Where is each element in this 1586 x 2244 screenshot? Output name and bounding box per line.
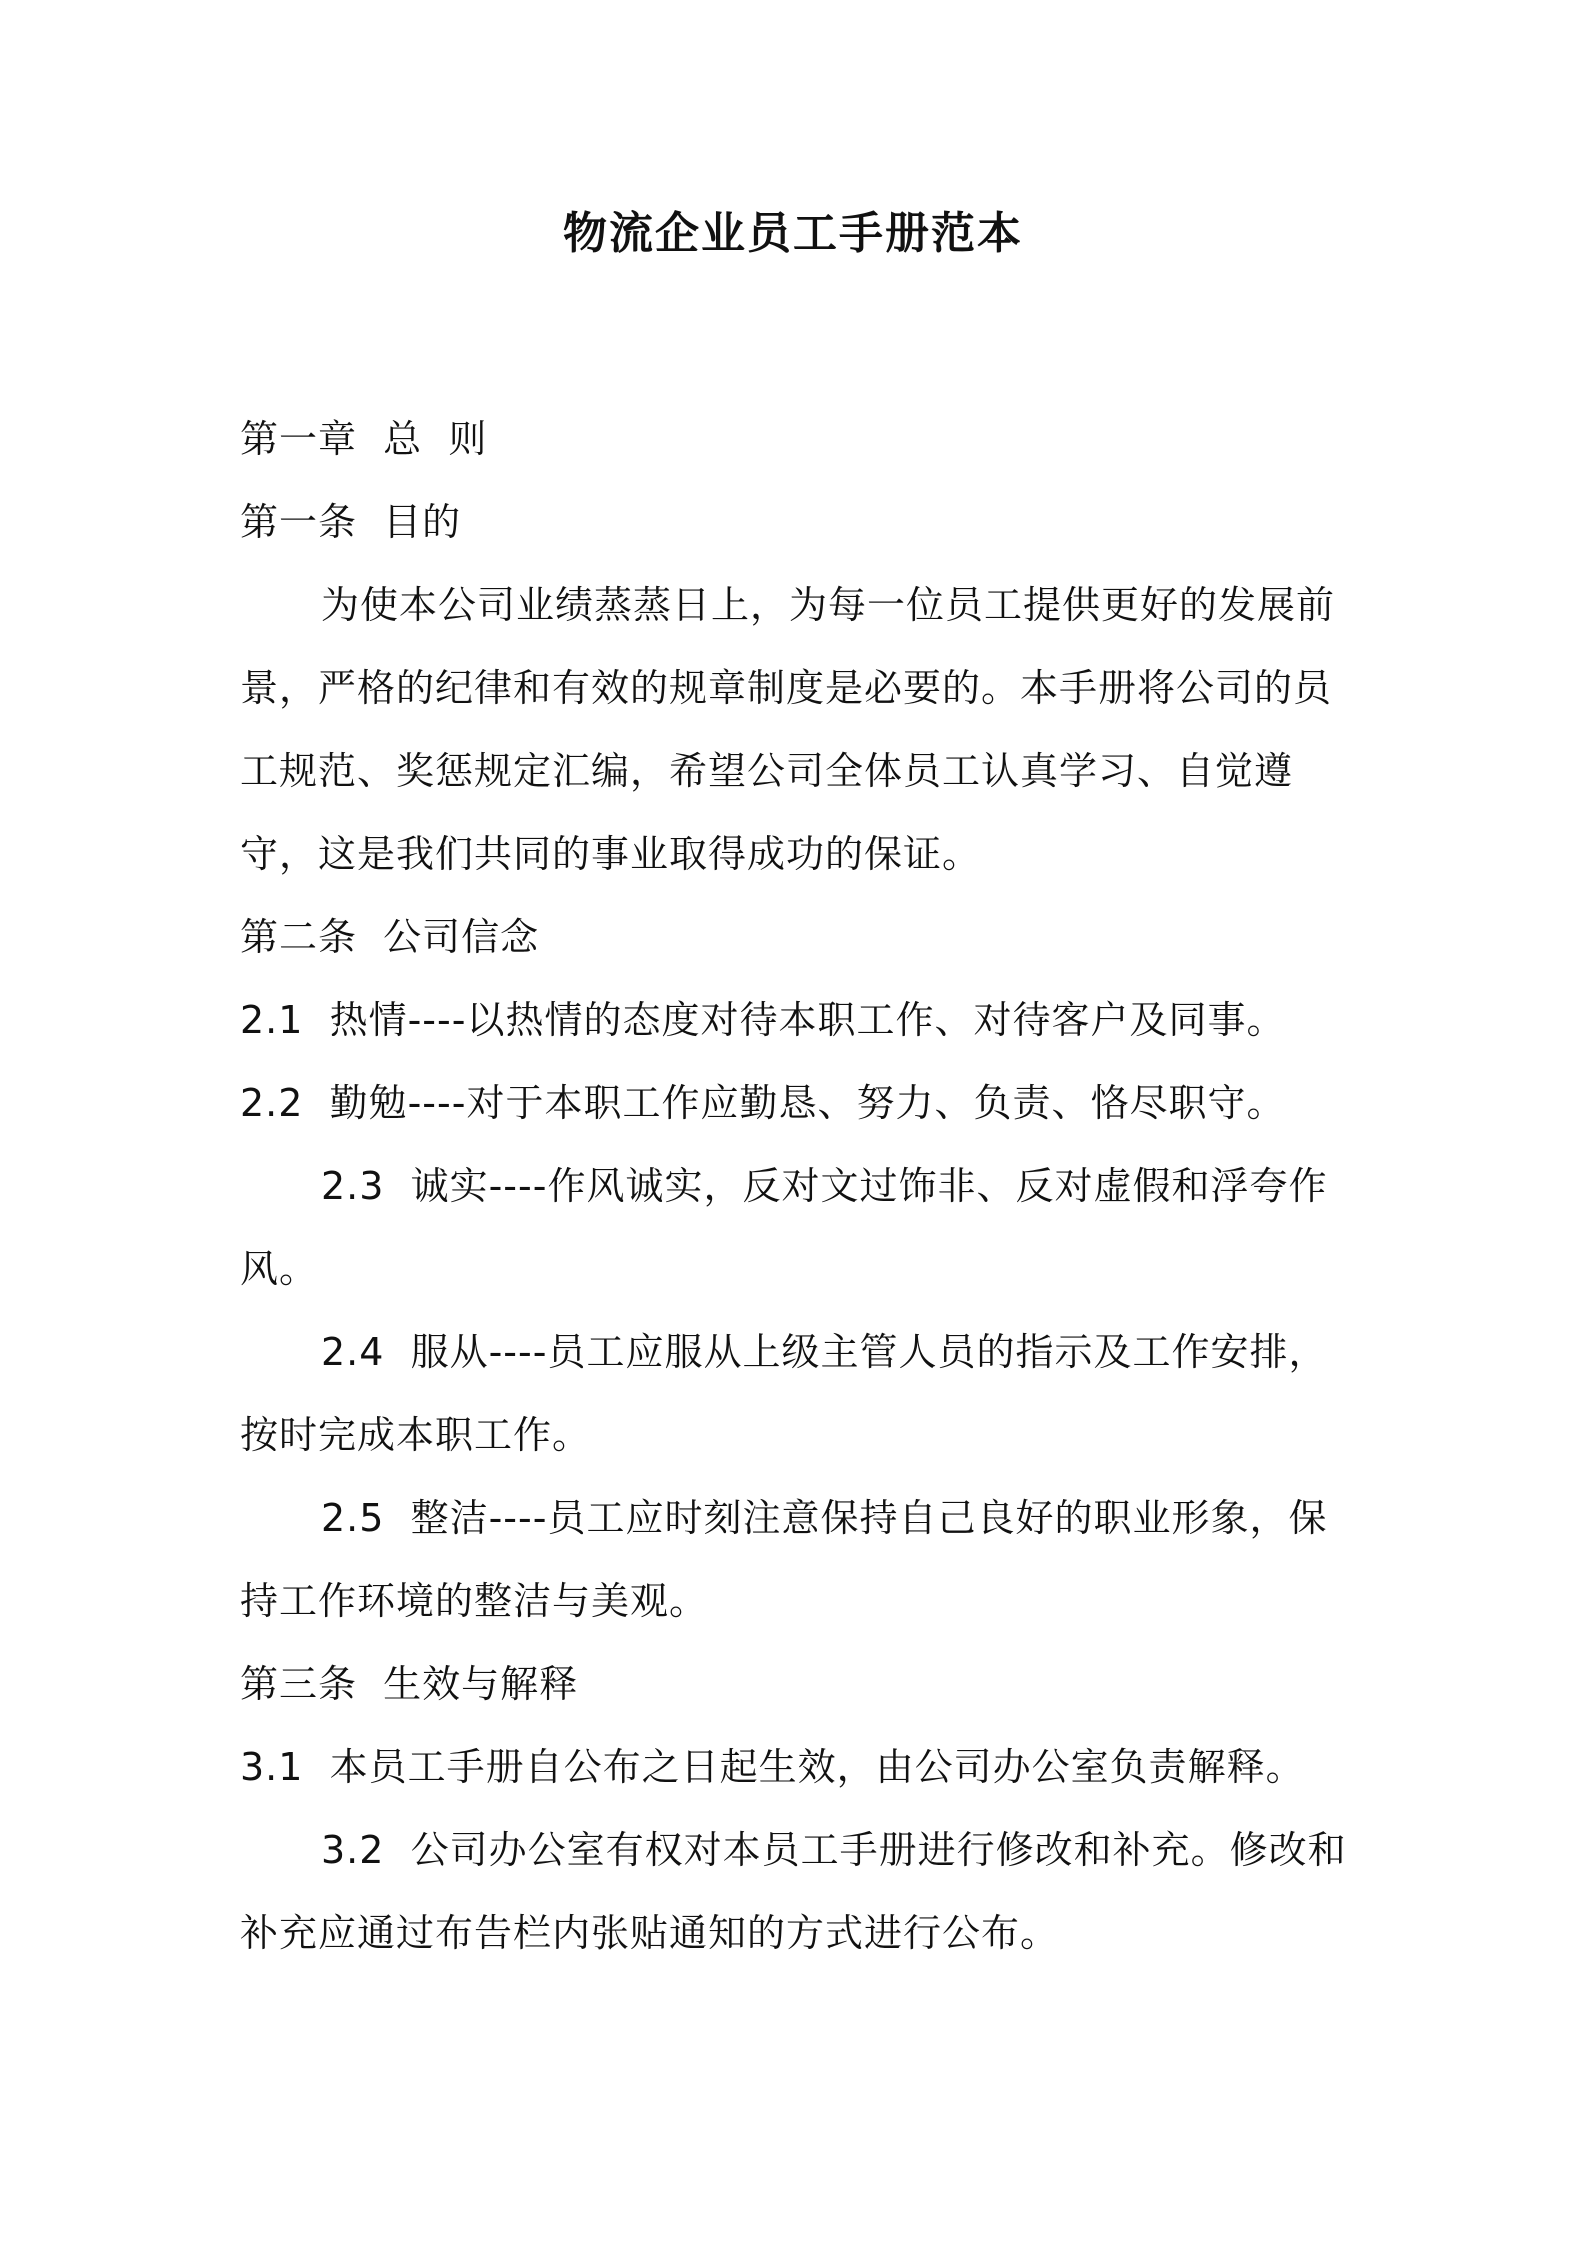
list-item: 2.4 服从----员工应服从上级主管人员的指示及工作安排，按时完成本职工作。 <box>240 1330 1328 1457</box>
document-body <box>240 398 1360 1975</box>
article-heading: 第三条 生效与解释 <box>240 1662 579 1706</box>
list-item: 2.1 热情----以热情的态度对待本职工作、对待客户及同事。 <box>240 998 1286 1042</box>
list-item: 2.5 整洁----员工应时刻注意保持自己良好的职业形象，保持工作环境的整洁与美观。 <box>240 1496 1328 1623</box>
list-item: 2.2 勤勉----对于本职工作应勤恳、努力、负责、恪尽职守。 <box>240 1081 1286 1125</box>
article-heading: 第一条 目的 <box>240 500 462 544</box>
list-item: 3.2 公司办公室有权对本员工手册进行修改和补充。修改和补充应通过布告栏内张贴通知的方式进行公布。 <box>240 1828 1347 1955</box>
body-paragraph: 为使本公司业绩蒸蒸日上，为每一位员工提供更好的发展前景，严格的纪律和有效的规章制度是必要的。本手册将公司的员工规范、奖惩规定汇编，希望公司全体员工认真学习、自觉遵守，这是我们共同的事业取得成功的保证。 <box>240 583 1336 876</box>
article-heading: 第二条 公司信念 <box>240 915 540 959</box>
list-item: 3.1 本员工手册自公布之日起生效，由公司办公室负责解释。 <box>240 1745 1305 1789</box>
list-item: 2.3 诚实----作风诚实，反对文过饰非、反对虚假和浮夸作风。 <box>240 1164 1328 1291</box>
chapter-heading: 第一章 总 则 <box>240 417 488 461</box>
document-title: 物流企业员工手册范本 <box>563 208 1023 259</box>
